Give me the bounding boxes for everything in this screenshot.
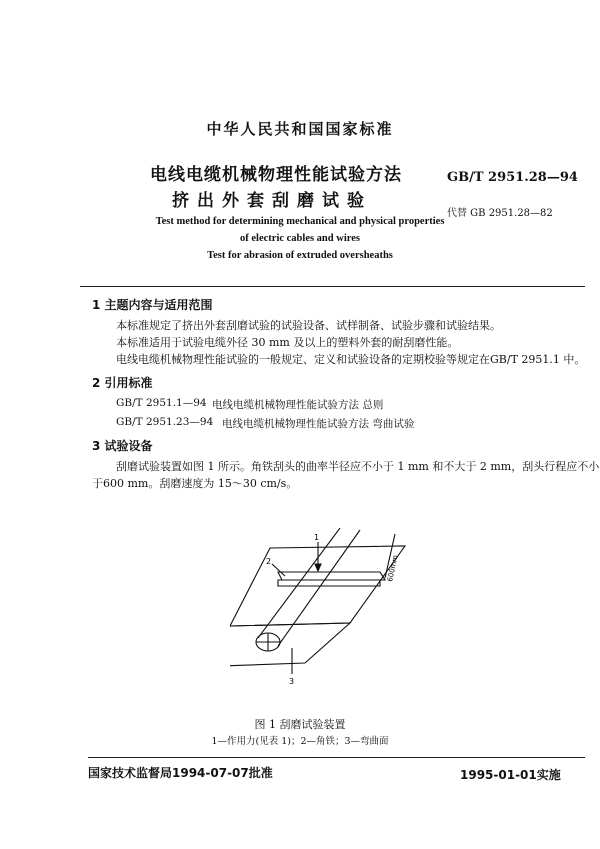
label-1: 1	[314, 533, 320, 542]
section-2-heading: 2 引用标准	[92, 376, 153, 390]
reference-1-title: 电线电缆机械物理性能试验方法 总则	[212, 399, 384, 411]
national-standard-title: 中华人民共和国国家标准	[206, 120, 394, 138]
angle-iron	[278, 572, 385, 580]
implementation-date: 1995-01-01实施	[460, 768, 561, 782]
cable-edge-top	[258, 528, 340, 638]
approval-note: 国家技术监督局1994-07-07批准	[88, 766, 273, 780]
reference-2-number: GB/T 2951.23—94	[116, 416, 214, 428]
dimension-label: 600mm	[386, 554, 400, 583]
section-3-heading: 3 试验设备	[92, 439, 153, 453]
section-1-heading: 1 主题内容与适用范围	[92, 298, 213, 312]
figure-caption: 图 1 刮磨试验装置	[254, 718, 346, 731]
header-rule	[80, 286, 585, 287]
english-title-line-2: of electric cables and wires	[240, 233, 360, 244]
figure-legend: 1—作用力(见表 1)；2—角铁；3—弯曲面	[211, 736, 389, 747]
replaces-note: 代替 GB 2951.28—82	[447, 208, 553, 219]
footer-rule	[88, 757, 585, 758]
english-title-line-1: Test method for determining mechanical and physical properties	[155, 216, 445, 227]
english-title-line-3: Test for abrasion of extruded oversheaths	[207, 250, 393, 261]
abrasion-apparatus-figure	[230, 528, 420, 688]
section-1-paragraph-1: 本标准规定了挤出外套刮磨试验的试验设备、试样制备、试验步骤和试验结果。	[116, 319, 501, 332]
reference-2-title: 电线电缆机械物理性能试验方法 弯曲试验	[222, 418, 415, 430]
label-3: 3	[289, 677, 295, 686]
section-1-paragraph-2: 本标准适用于试验电缆外径 30 mm 及以上的塑料外套的耐刮磨性能。	[116, 336, 459, 349]
chinese-title-line-2: 挤出外套刮磨试验	[172, 191, 372, 211]
reference-1-number: GB/T 2951.1—94	[116, 397, 207, 409]
section-1-paragraph-3: 电线电缆机械物理性能试验的一般规定、定义和试验设备的定期校验等规定在GB/T 2951.1 中。	[116, 353, 586, 366]
standard-number: GB/T 2951.28—94	[447, 170, 578, 185]
label-2: 2	[266, 557, 272, 566]
section-3-paragraph-line-1: 刮磨试验装置如图 1 所示。角铁刮头的曲率半径应不小于 1 mm 和不大于 2 mm，刮头行程应不小	[116, 460, 600, 473]
section-3-paragraph-line-2: 于600 mm。刮磨速度为 15～30 cm/s。	[92, 477, 298, 490]
chinese-title-line-1: 电线电缆机械物理性能试验方法	[150, 165, 402, 185]
